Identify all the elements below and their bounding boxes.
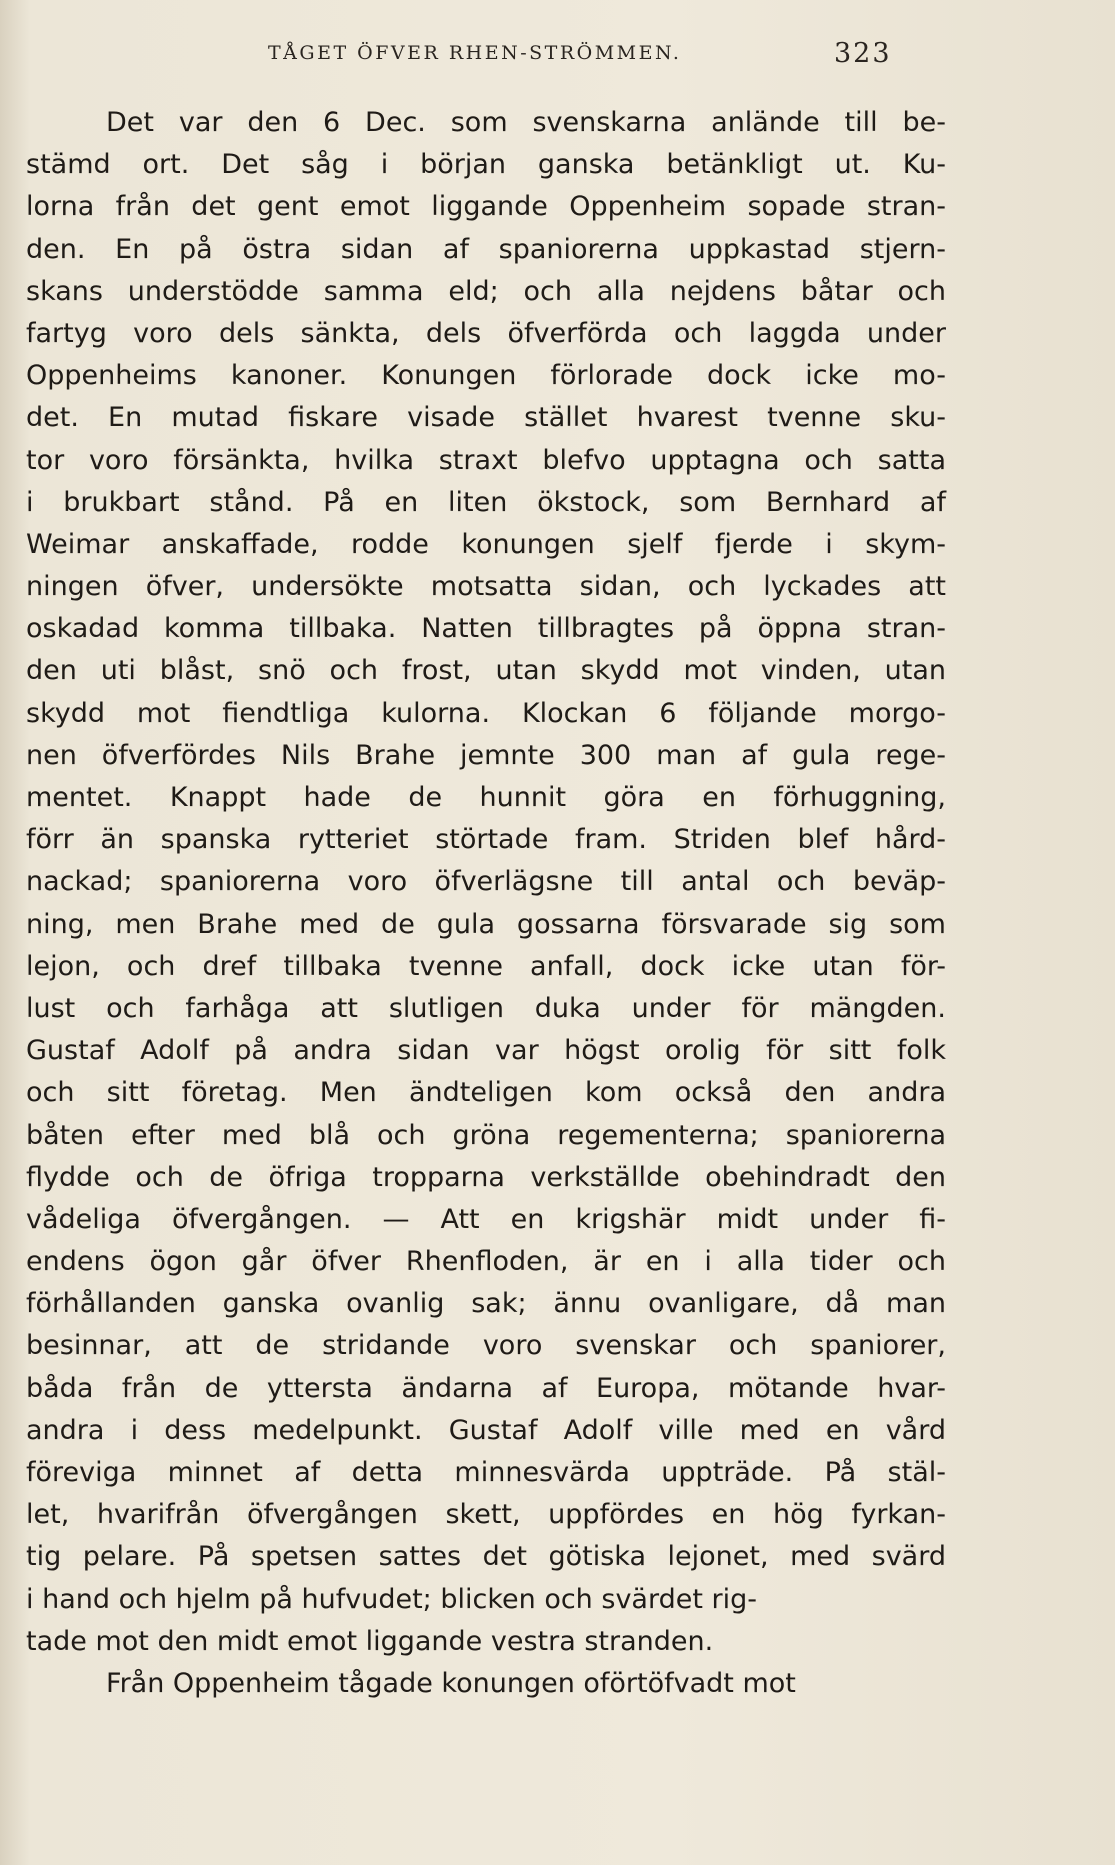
text-line: den uti blåst, snö och frost, utan skydd mot vinden, utan: [26, 655, 946, 687]
text-line: lejon, och dref tillbaka tvenne anfall, dock icke utan för-: [26, 950, 946, 982]
text-line: nen öfverfördes Nils Brahe jemnte 300 man af gula rege-: [26, 739, 946, 771]
text-line: den. En på östra sidan af spaniorerna uppkastad stjern-: [26, 233, 946, 265]
text-line: och sitt företag. Men ändteligen kom också den andra: [26, 1077, 946, 1109]
text-line: förr än spanska rytteriet störtade fram. Striden blef hård-: [26, 824, 946, 856]
text-line: Från Oppenheim tågade konungen oförtöfvadt mot: [106, 1667, 796, 1699]
text-line: mentet. Knappt hade de hunnit göra en förhuggning,: [26, 782, 946, 813]
text-line: ning, men Brahe med de gula gossarna försvarade sig som: [26, 908, 946, 940]
text-line: i brukbart stånd. På en liten ökstock, som Bernhard af: [26, 486, 946, 518]
text-line: Det var den 6 Dec. som svenskarna anlände till be-: [106, 107, 946, 138]
text-line: nackad; spaniorerna voro öfverlägsne till antal och beväp-: [26, 866, 946, 898]
text-line: stämd ort. Det såg i början ganska betänkligt ut. Ku-: [26, 149, 946, 181]
text-line: i hand och hjelm på hufvudet; blicken och svärdet rig-: [26, 1583, 757, 1615]
text-line: förhållanden ganska ovanlig sak; ännu ovanligare, då man: [26, 1288, 946, 1320]
text-line: vådeliga öfvergången. — Att en krigshär midt under fi-: [26, 1203, 946, 1235]
text-line: let, hvarifrån öfvergången skett, uppfördes en hög fyrkan-: [26, 1499, 946, 1531]
text-line: skans understödde samma eld; och alla nejdens båtar och: [26, 275, 946, 307]
text-line: tade mot den midt emot liggande vestra stranden.: [26, 1625, 714, 1657]
page-header: [0, 38, 1115, 78]
page-number: 323: [834, 38, 892, 69]
text-line: fartyg voro dels sänkta, dels öfverförda och laggda under: [26, 317, 946, 349]
text-line: ningen öfver, undersökte motsatta sidan, och lyckades att: [26, 571, 946, 603]
text-line: föreviga minnet af detta minnesvärda uppträde. På stäl-: [26, 1457, 946, 1488]
text-line: skydd mot fiendtliga kulorna. Klockan 6 följande morgo-: [26, 697, 946, 729]
text-line: andra i dess medelpunkt. Gustaf Adolf ville med en vård: [26, 1414, 946, 1446]
text-line: tor voro försänkta, hvilka straxt blefvo upptagna och satta: [26, 444, 946, 476]
text-line: Weimar anskaffade, rodde konungen sjelf fjerde i skym-: [26, 528, 946, 560]
text-line: båda från de yttersta ändarna af Europa, mötande hvar-: [26, 1372, 946, 1404]
text-line: endens ögon går öfver Rhenfloden, är en i alla tider och: [26, 1246, 946, 1278]
text-line: lorna från det gent emot liggande Oppenheim sopade stran-: [26, 191, 946, 223]
text-line: Oppenheims kanoner. Konungen förlorade dock icke mo-: [26, 360, 946, 392]
text-line: oskadad komma tillbaka. Natten tillbragtes på öppna stran-: [26, 613, 946, 645]
text-line: båten efter med blå och gröna regementerna; spaniorerna: [26, 1119, 946, 1151]
text-line: besinnar, att de stridande voro svenskar och spaniorer,: [26, 1330, 946, 1362]
body-text: [26, 102, 946, 1705]
text-line: flydde och de öfriga tropparna verkställde obehindradt den: [26, 1161, 946, 1193]
text-line: tig pelare. På spetsen sattes det götiska lejonet, med svärd: [26, 1541, 946, 1573]
text-line: Gustaf Adolf på andra sidan var högst orolig för sitt folk: [26, 1035, 946, 1067]
text-line: lust och farhåga att slutligen duka under för mängden.: [26, 992, 946, 1024]
text-line: det. En mutad fiskare visade stället hvarest tvenne sku-: [26, 402, 946, 434]
running-head: TÅGET ÖFVER RHEN-STRÖMMEN.: [268, 42, 682, 64]
